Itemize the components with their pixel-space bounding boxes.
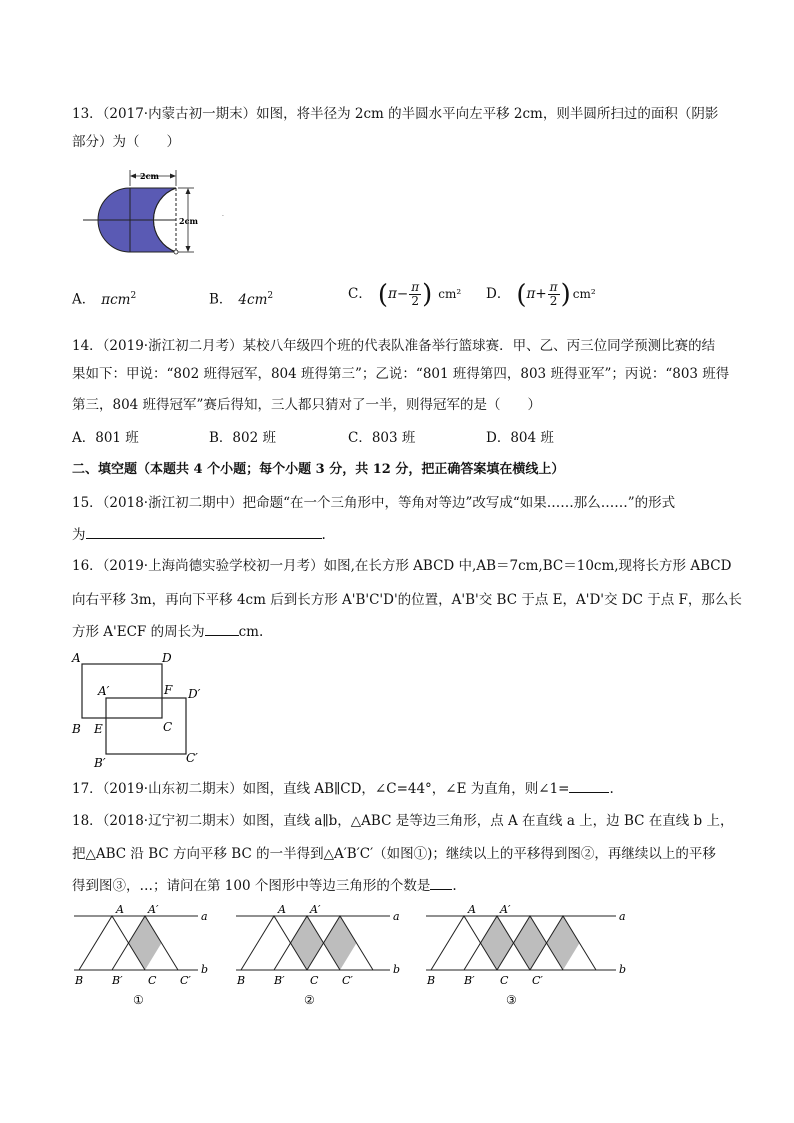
q13-option-d-op: + <box>535 286 547 302</box>
q18-answer-blank[interactable] <box>430 875 452 890</box>
q18-fig3-label-line-a: a <box>619 910 626 923</box>
q13-option-c-num: π <box>411 280 420 294</box>
q18-stem-line1: 18．（2018·辽宁初二期末）如图，直线 a∥b，△ABC 是等边三角形，点 A 在直线 a 上，边 BC 在直线 b 上， <box>72 813 734 829</box>
q18-figure-1 <box>70 900 220 1012</box>
q18-fig2-label-line-b: b <box>393 963 401 976</box>
q18-fig2-label-ap: A′ <box>310 903 321 916</box>
q16-label-b: B <box>72 722 81 736</box>
q16-label-d: D <box>162 651 172 665</box>
q15-stem-line2 <box>72 524 326 545</box>
q14-option-a[interactable]: A．801 班 <box>72 430 139 446</box>
q16-label-c: C <box>163 720 173 734</box>
q13-option-a[interactable] <box>72 286 136 310</box>
q13-option-d-den: 2 <box>549 294 558 308</box>
q18-fig1-label-b: B <box>75 974 84 987</box>
q13-figure <box>72 166 232 258</box>
q18-caption-1: ① <box>133 993 144 1007</box>
q14-option-c[interactable]: C．803 班 <box>348 430 416 446</box>
q13-option-a-exp: 2 <box>130 291 137 301</box>
q15-stem-line1: 15．（2018·浙江初二期中）把命题“在一个三角形中，等角对等边”改写成“如果……那么……”的形式 <box>72 495 676 511</box>
q13-option-a-label: A． <box>72 291 96 308</box>
q18-fig1-label-bp: B′ <box>112 974 123 987</box>
q16-figure <box>68 648 218 772</box>
q14-option-b[interactable]: B．802 班 <box>209 430 276 446</box>
q13-option-d-unit: cm² <box>572 287 596 301</box>
q16-rect-apbpcpdp <box>106 698 186 754</box>
q18-fig2-label-cp: C′ <box>342 974 353 987</box>
q18-caption-3: ③ <box>506 993 517 1007</box>
q18-fig3-label-bp: B′ <box>464 974 475 987</box>
q18-fig2-label-line-a: a <box>393 910 400 923</box>
q18-fig2-label-bp: B′ <box>274 974 285 987</box>
q18-fig3-shaded-2 <box>514 916 547 970</box>
q14-stem-line3: 第三，804 班得冠军”赛后得知，三人都只猜对了一半，则得冠军的是（ ） <box>72 397 541 413</box>
q17-stem <box>72 778 614 799</box>
q18-figure-2 <box>232 900 407 1012</box>
q16-stem-line2: 向右平移 3m，再向下平移 4cm 后到长方形 A'B'C'D'的位置，A'B'交 BC 于点 E，A'D'交 DC 于点 F，那么长 <box>72 592 742 608</box>
q18-prefix: 得到图③，…；请问在第 100 个图形中等边三角形的个数是 <box>72 878 431 894</box>
q18-fig1-shaded <box>129 916 162 970</box>
q18-fig2-shaded-2 <box>324 916 357 970</box>
q13-stem-line2: 部分）为（ ） <box>72 134 180 150</box>
q13-option-d-pi: π <box>526 286 536 302</box>
q17-answer-blank[interactable] <box>569 778 609 793</box>
q13-option-c-unit: cm² <box>438 287 462 301</box>
q16-label-cp: C′ <box>186 751 198 765</box>
q16-stem-line3 <box>72 621 263 642</box>
q16-prefix: 方形 A'ECF 的周长为 <box>72 624 205 640</box>
q18-fig3-shaded-1 <box>481 916 514 970</box>
q17-prefix: 17．（2019·山东初二期末）如图，直线 AB∥CD，∠C=44°，∠E 为直角，则∠1= <box>72 781 570 797</box>
q16-label-dp: D′ <box>188 687 201 701</box>
q13-height-label: 2cm <box>179 216 198 226</box>
q18-fig3-label-a: A <box>468 903 476 916</box>
q16-answer-blank[interactable] <box>205 621 239 636</box>
q13-option-b-label: B． <box>209 291 233 308</box>
q13-option-d-label: D． <box>486 286 511 302</box>
q18-fig1-label-line-a: a <box>201 910 208 923</box>
q14-stem-line2: 果如下：甲说：“802 班得冠军，804 班得第三”；乙说：“801 班得第四，803 班得亚军”；丙说：“803 班得 <box>72 366 730 382</box>
q18-fig1-label-a: A <box>116 903 124 916</box>
q16-stem-line1: 16．（2019·上海尚德实验学校初一月考）如图,在长方形 ABCD 中,AB＝7cm,BC＝10cm,现将长方形 ABCD <box>72 558 732 574</box>
q13-option-c-op: − <box>396 286 409 302</box>
q13-option-b-exp: 2 <box>267 291 274 301</box>
q13-option-c-pi: π <box>388 286 397 302</box>
section2-heading: 二、填空题（本题共 4 个小题；每个小题 3 分，共 12 分，把正确答案填在横线上） <box>72 462 565 477</box>
q13-option-b-value: 4cm <box>238 291 268 308</box>
q13-option-c[interactable]: C． (π− $\frac{\pi}{2}$ ) cm² <box>348 279 462 310</box>
q16-label-f: F <box>164 683 173 697</box>
q18-fig1-label-c: C <box>148 974 157 987</box>
q18-fig1-label-cp: C′ <box>180 974 191 987</box>
q18-fig3-label-c: C <box>500 974 509 987</box>
q18-fig3-label-ap: A′ <box>500 903 511 916</box>
q18-fig3-label-b: B <box>427 974 436 987</box>
q18-suffix: . <box>452 878 457 894</box>
q18-fig1-label-line-b: b <box>201 963 209 976</box>
q16-rect-abcd <box>82 664 162 718</box>
q18-stem-line2: 把△ABC 沿 BC 方向平移 BC 的一半得到△A′B′C′（如图①)；继续以上的平移得到图②，再继续以上的平移 <box>72 846 716 862</box>
q17-suffix: . <box>609 781 614 797</box>
q18-fig2-label-b: B <box>237 974 246 987</box>
q18-fig2-shaded-1 <box>291 916 324 970</box>
q16-label-ap: A′ <box>98 684 110 698</box>
q16-label-bp: B′ <box>94 756 106 770</box>
q13-option-c-label: C． <box>348 286 372 302</box>
svg-text:·: · <box>222 213 224 220</box>
q18-fig2-label-a: A <box>278 903 286 916</box>
q13-option-c-den: 2 <box>411 294 419 308</box>
q15-prefix: 为 <box>72 527 86 543</box>
q18-fig2-label-c: C <box>310 974 319 987</box>
q13-option-d[interactable]: D． (π+ $\frac{\pi}{2}$ ) cm² <box>486 279 596 310</box>
q14-option-d[interactable]: D．804 班 <box>486 430 554 446</box>
q18-caption-2: ② <box>304 993 315 1007</box>
q18-fig3-label-line-b: b <box>619 963 627 976</box>
q15-suffix: . <box>321 527 326 543</box>
q16-label-e: E <box>94 722 103 736</box>
q18-fig3-shaded-3 <box>547 916 580 970</box>
q13-width-label: 2cm <box>140 171 159 181</box>
q18-fig1-label-ap: A′ <box>148 903 159 916</box>
q14-stem-line1: 14．（2019·浙江初二月考）某校八年级四个班的代表队准备举行篮球赛．甲、乙、丙三位同学预测比赛的结 <box>72 338 716 354</box>
q13-stem-line1: 13．（2017·内蒙古初一期末）如图，将半径为 2cm 的半圆水平向左平移 2cm，则半圆所扫过的面积（阴影 <box>72 106 719 122</box>
q18-stem-line3 <box>72 875 457 896</box>
q13-option-b[interactable] <box>209 286 273 310</box>
q15-answer-blank[interactable] <box>86 524 322 539</box>
q16-suffix: cm. <box>238 624 264 640</box>
q18-fig3-label-cp: C′ <box>532 974 543 987</box>
q18-figure-3 <box>422 900 632 1012</box>
q13-option-a-value: πcm <box>101 291 131 308</box>
q16-label-a: A <box>72 651 81 665</box>
q13-option-d-num: π <box>549 280 558 294</box>
